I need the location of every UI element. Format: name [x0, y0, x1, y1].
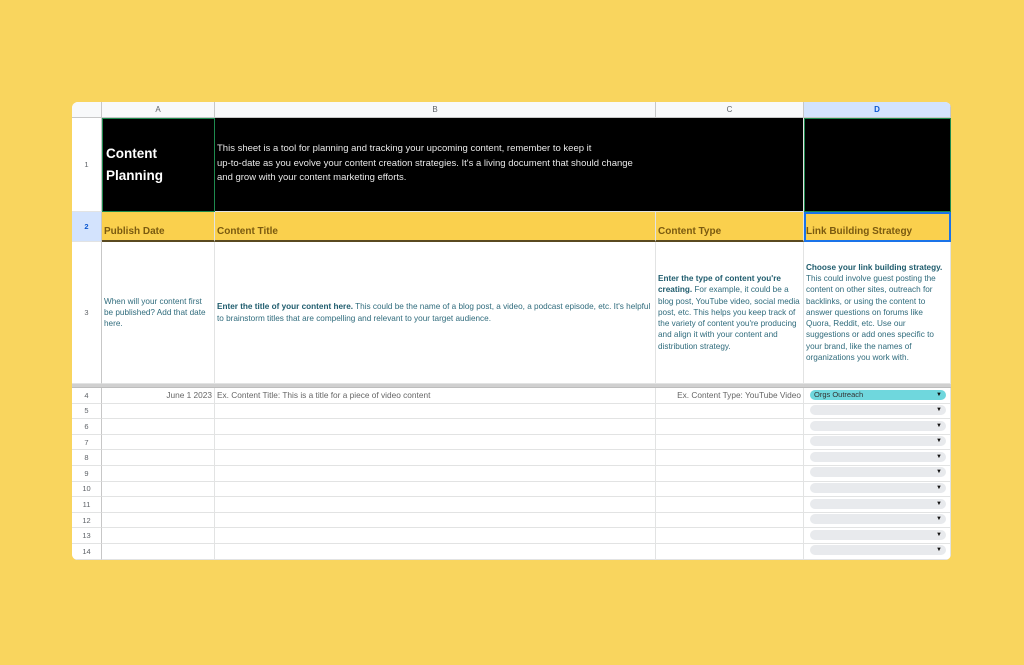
row-header-5[interactable]: 5	[72, 404, 102, 420]
instruction-a-text: When will your content first be published? Add that date here.	[104, 296, 206, 329]
cell-c6[interactable]	[656, 419, 804, 435]
dropdown-arrow-icon: ▼	[936, 422, 942, 429]
cell-b13[interactable]	[215, 528, 656, 544]
cell-d14[interactable]	[804, 544, 951, 560]
cell-c14[interactable]	[656, 544, 804, 560]
sheet-title-line-2: Planning	[106, 168, 163, 183]
cell-c12[interactable]	[656, 513, 804, 529]
strategy-dropdown-chip[interactable]	[810, 452, 946, 462]
column-header-d[interactable]: D	[804, 102, 951, 118]
cell-a8[interactable]	[102, 450, 215, 466]
header-link-building-strategy[interactable]: Link Building Strategy	[804, 212, 951, 242]
cell-b12[interactable]	[215, 513, 656, 529]
cell-b14[interactable]	[215, 544, 656, 560]
instruction-content-title[interactable]	[215, 242, 656, 384]
cell-c13[interactable]	[656, 528, 804, 544]
instruction-c-text: For example, it could be a blog post, YouTube video, social media post, etc. This helps you keep track of the variety of content you're producing and align it with your content and distribution strategy.	[658, 285, 800, 351]
cell-c5[interactable]	[656, 404, 804, 420]
row-header-2[interactable]: 2	[72, 212, 102, 242]
cell-d6[interactable]	[804, 419, 951, 435]
row-header-3[interactable]: 3	[72, 242, 102, 384]
example-date-cell[interactable]: June 1 2023	[102, 388, 215, 404]
example-strategy-cell[interactable]	[804, 388, 951, 404]
cell-c8[interactable]	[656, 450, 804, 466]
instruction-d-text: This could involve guest posting the content on other sites, outreach for backlinks, or using the content to answer questions on forums like Quora, Reddit, etc. Use our suggestions or add ones specific to your brand, like the names of organizations you work with.	[806, 274, 936, 362]
strategy-dropdown-chip[interactable]	[810, 390, 946, 400]
strategy-dropdown-chip[interactable]	[810, 545, 946, 555]
cell-d9[interactable]	[804, 466, 951, 482]
instruction-c-bold: Enter the type of content you're creating.	[658, 274, 781, 295]
row-header-6[interactable]: 6	[72, 419, 102, 435]
select-all-corner[interactable]	[72, 102, 102, 118]
strategy-dropdown-chip[interactable]	[810, 421, 946, 431]
cell-b7[interactable]	[215, 435, 656, 451]
cell-b8[interactable]	[215, 450, 656, 466]
cell-b9[interactable]	[215, 466, 656, 482]
sheet-title-cell[interactable]	[102, 118, 215, 212]
strategy-dropdown-chip[interactable]	[810, 405, 946, 415]
example-type-cell[interactable]: Ex. Content Type: YouTube Video	[656, 388, 804, 404]
spreadsheet	[72, 102, 951, 560]
sheet-description-cell[interactable]	[215, 118, 804, 212]
instruction-link-building[interactable]	[804, 242, 951, 384]
cell-a13[interactable]	[102, 528, 215, 544]
dropdown-arrow-icon: ▼	[936, 516, 942, 523]
strategy-dropdown-chip[interactable]	[810, 530, 946, 540]
dropdown-arrow-icon: ▼	[936, 407, 942, 414]
cell-d8[interactable]	[804, 450, 951, 466]
description-line-3: and grow with your content marketing efforts.	[217, 172, 407, 183]
dropdown-arrow-icon: ▼	[936, 485, 942, 492]
cell-a10[interactable]	[102, 482, 215, 498]
dropdown-arrow-icon: ▼	[936, 453, 942, 460]
row-header-11[interactable]: 11	[72, 497, 102, 513]
cell-a12[interactable]	[102, 513, 215, 529]
cell-a6[interactable]	[102, 419, 215, 435]
description-line-2: up-to-date as you evolve your content creation strategies. It's a living document that should change	[217, 157, 633, 169]
cell-d11[interactable]	[804, 497, 951, 513]
cell-b11[interactable]	[215, 497, 656, 513]
cell-a5[interactable]	[102, 404, 215, 420]
example-title-cell[interactable]: Ex. Content Title: This is a title for a piece of video content	[215, 388, 656, 404]
cell-a11[interactable]	[102, 497, 215, 513]
cell-c10[interactable]	[656, 482, 804, 498]
strategy-dropdown-chip[interactable]	[810, 514, 946, 524]
cell-a9[interactable]	[102, 466, 215, 482]
row-header-14[interactable]: 14	[72, 544, 102, 560]
dropdown-arrow-icon: ▼	[936, 531, 942, 538]
strategy-dropdown-chip[interactable]	[810, 499, 946, 509]
row-header-7[interactable]: 7	[72, 435, 102, 451]
cell-d12[interactable]	[804, 513, 951, 529]
strategy-dropdown-chip[interactable]	[810, 467, 946, 477]
cell-a7[interactable]	[102, 435, 215, 451]
row-header-12[interactable]: 12	[72, 513, 102, 529]
instruction-b-text: This could be the name of a blog post, a video, a podcast episode, etc. It's helpful to brainstorm titles that are compelling and relevant to your target audience.	[217, 302, 651, 323]
dropdown-arrow-icon: ▼	[936, 391, 942, 398]
header-content-type[interactable]: Content Type	[656, 212, 804, 242]
row-header-1[interactable]: 1	[72, 118, 102, 212]
cell-a14[interactable]	[102, 544, 215, 560]
strategy-chip-label: Orgs Outreach	[814, 390, 864, 399]
row-header-8[interactable]: 8	[72, 450, 102, 466]
row-header-10[interactable]: 10	[72, 482, 102, 498]
row-header-4[interactable]: 4	[72, 388, 102, 404]
column-header-a[interactable]: A	[102, 102, 215, 118]
cell-b5[interactable]	[215, 404, 656, 420]
cell-d1[interactable]	[804, 118, 951, 212]
sheet-title-line-1: Content	[106, 146, 157, 161]
description-line-1: This sheet is a tool for planning and tracking your upcoming content, remember to keep it	[217, 143, 592, 154]
instruction-b-bold: Enter the title of your content here.	[217, 302, 354, 312]
column-header-b[interactable]: B	[215, 102, 656, 118]
cell-b6[interactable]	[215, 419, 656, 435]
cell-b10[interactable]	[215, 482, 656, 498]
row-header-9[interactable]: 9	[72, 466, 102, 482]
cell-d7[interactable]	[804, 435, 951, 451]
header-content-title[interactable]: Content Title	[215, 212, 656, 242]
instruction-content-type[interactable]	[656, 242, 804, 384]
strategy-dropdown-chip[interactable]	[810, 483, 946, 493]
dropdown-arrow-icon: ▼	[936, 438, 942, 445]
column-header-c[interactable]: C	[656, 102, 804, 118]
cell-d10[interactable]	[804, 482, 951, 498]
dropdown-arrow-icon: ▼	[936, 547, 942, 554]
cell-d13[interactable]	[804, 528, 951, 544]
dropdown-arrow-icon: ▼	[936, 500, 942, 507]
cell-d5[interactable]	[804, 404, 951, 420]
sheet-grid	[72, 102, 951, 560]
header-publish-date[interactable]: Publish Date	[102, 212, 215, 242]
cell-c7[interactable]	[656, 435, 804, 451]
row-header-13[interactable]: 13	[72, 528, 102, 544]
instruction-d-bold: Choose your link building strategy.	[806, 263, 943, 273]
cell-c11[interactable]	[656, 497, 804, 513]
cell-c9[interactable]	[656, 466, 804, 482]
instruction-publish-date[interactable]	[102, 242, 215, 384]
dropdown-arrow-icon: ▼	[936, 469, 942, 476]
strategy-dropdown-chip[interactable]	[810, 436, 946, 446]
